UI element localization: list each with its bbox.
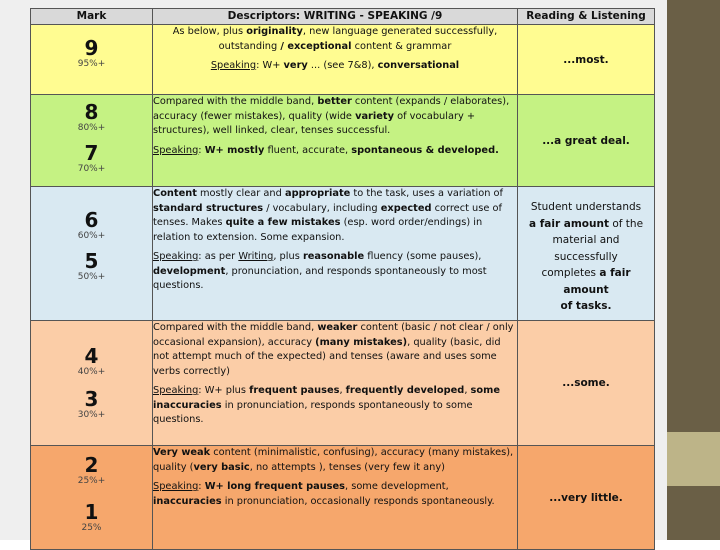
descriptor-cell-2-1 — [153, 446, 518, 550]
descriptor-cell-4-3 — [153, 321, 518, 446]
mark-percent: 70%+ — [77, 164, 106, 174]
descriptor-cell-8-7 — [153, 95, 518, 187]
reading-listening-cell-8-7: ...a great deal. — [518, 95, 655, 187]
mark-cell-4-3 — [31, 321, 153, 446]
descriptor-cell-6-5 — [153, 187, 518, 321]
header-mark: Mark — [31, 9, 153, 25]
mark-percent: 25% — [81, 523, 102, 533]
speaking-descriptor: Speaking: W+ long frequent pauses, some development, inaccuracies in pronunciation, occasionally responds spontaneously. — [153, 481, 495, 507]
mark-number: 8 — [84, 100, 99, 124]
band-row-6-5 — [31, 187, 655, 321]
header-descriptors: Descriptors: WRITING - SPEAKING /9 — [153, 9, 518, 25]
writing-descriptor: Compared with the middle band, better content (expands / elaborates), accuracy (fewer mistakes), quality (wide variety of vocabulary + structures), well linked, clear, tenses successful. — [153, 96, 510, 136]
reading-listening-cell-4-3: ...some. — [518, 321, 655, 446]
reading-listening-cell-9: ...most. — [518, 25, 655, 95]
writing-descriptor: Very weak content (minimalistic, confusing), accuracy (many mistakes), quality (very basic, no attempts ), tenses (very few it any) — [153, 447, 514, 473]
mark-percent: 95%+ — [77, 59, 106, 69]
mark-number: 3 — [84, 387, 99, 411]
mark-number: 1 — [84, 500, 99, 524]
mark-percent: 60%+ — [77, 231, 106, 241]
marking-criteria-table — [30, 8, 655, 550]
mark-number: 4 — [84, 344, 99, 368]
descriptor-cell-9 — [153, 25, 518, 95]
speaking-descriptor: Speaking: W+ very ... (see 7&8), conversational — [210, 60, 460, 71]
speaking-descriptor: Speaking: W+ plus frequent pauses, frequently developed, some inaccuracies in pronunciation, responds spontaneously to some questions. — [153, 385, 500, 425]
reading-listening-cell-2-1: ...very little. — [518, 446, 655, 550]
mark-number: 5 — [84, 249, 99, 273]
writing-descriptor: As below, plus originality, new language generated successfully, outstanding / exceptional content & grammar — [172, 26, 498, 52]
band-row-8-7 — [31, 95, 655, 187]
band-row-2-1 — [31, 446, 655, 550]
header-reading-listening: Reading & Listening — [518, 9, 655, 25]
mark-cell-8-7 — [31, 95, 153, 187]
mark-cell-2-1 — [31, 446, 153, 550]
mark-number: 9 — [84, 36, 99, 60]
mark-cell-6-5 — [31, 187, 153, 321]
mark-percent: 30%+ — [77, 410, 106, 420]
band-row-4-3 — [31, 321, 655, 446]
writing-descriptor: Compared with the middle band, weaker content (basic / not clear / only occasional expansion), accuracy (many mistakes), quality (basic, did not attempt much of the expected) and tenses (aware and uses some verbs correctly) — [153, 322, 514, 377]
slide-side-band-top — [667, 0, 720, 432]
mark-number: 7 — [84, 141, 99, 165]
mark-number: 2 — [84, 453, 99, 477]
slide-side-band-middle — [667, 432, 720, 486]
mark-cell-9 — [31, 25, 153, 95]
speaking-descriptor: Speaking: as per Writing, plus reasonable fluency (some pauses), development, pronunciation, and responds spontaneously to most questions. — [153, 251, 487, 291]
slide-side-band-bottom — [667, 486, 720, 540]
mark-percent: 50%+ — [77, 272, 106, 282]
mark-percent: 80%+ — [77, 123, 106, 133]
mark-number: 6 — [84, 208, 99, 232]
speaking-descriptor: Speaking: W+ mostly fluent, accurate, spontaneous & developed. — [153, 144, 499, 156]
reading-listening-cell-6-5: Student understands a fair amount of the material and successfully completes a fair amount of tasks. — [518, 187, 655, 321]
header-row — [31, 9, 655, 25]
mark-percent: 40%+ — [77, 367, 106, 377]
mark-percent: 25%+ — [77, 476, 106, 486]
writing-descriptor: Content mostly clear and appropriate to the task, uses a variation of standard structures / vocabulary, including expected correct use of tenses. Makes quite a few mistakes (esp. word order/endings) in relation to extension. Some expansion. — [153, 188, 503, 243]
band-row-9 — [31, 25, 655, 95]
